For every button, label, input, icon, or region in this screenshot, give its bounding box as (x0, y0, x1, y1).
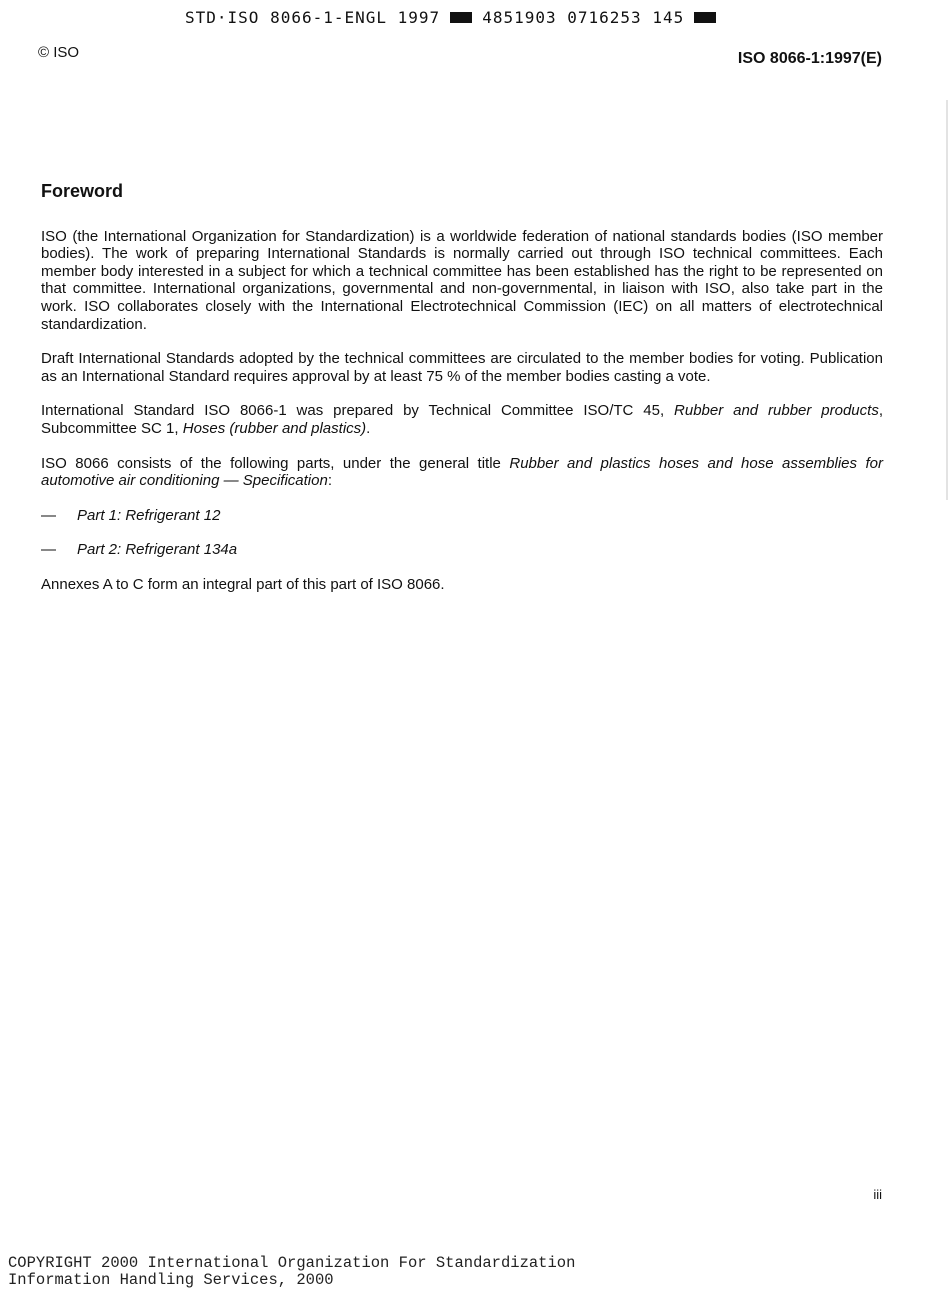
paragraph-annexes: Annexes A to C form an integral part of this part of ISO 8066. (41, 575, 445, 593)
document-reference: ISO 8066-1:1997(E) (737, 50, 882, 67)
footer-line: Information Handling Services, 2000 (8, 1271, 334, 1289)
paragraph-parts: ISO 8066 consists of the following parts, under the general title Rubber and plastics hoses and hose assemblies for automotive air conditioning — Specification: (41, 454, 883, 490)
black-bar-icon (450, 12, 472, 23)
dash-marker: — (41, 506, 56, 524)
black-bar-icon (694, 12, 716, 23)
committee-title: Rubber and rubber products (674, 402, 879, 420)
doc-stamp-id: STD·ISO 8066-1-ENGL 1997 (185, 8, 441, 27)
part-title: Part 1: Refrigerant 12 (77, 506, 221, 524)
list-item (41, 507, 883, 525)
subcommittee-title: Hoses (rubber and plastics) (182, 419, 367, 437)
page-title: Foreword (41, 181, 124, 201)
list-item (41, 541, 883, 559)
scan-edge (946, 100, 948, 500)
copyright-mark: © ISO (38, 44, 80, 61)
document-stamp (185, 8, 716, 27)
stamp-code: 4851903 0716253 145 (482, 8, 685, 27)
paragraph-iso-intro: ISO (the International Organization for Standardization) is a worldwide federation of national standards bodies (ISO member bodies). The work of preparing International Standards is normally carried out through ISO technical committees. Each member body interested in a subject for which a technical committee has been established has the right to be represented on that committee. International organizations, governmental and non-governmental, in liaison with ISO, also take part in the work. ISO collaborates closely with the International Electrotechnical Commission (IEC) on all matters of electrotechnical standardization. (41, 227, 883, 333)
footer-line: COPYRIGHT 2000 International Organization For Standardization (8, 1254, 576, 1272)
dash-marker: — (41, 541, 56, 559)
foreword-section (41, 183, 883, 611)
copyright-footer (8, 1255, 575, 1289)
paragraph-prepared-by: International Standard ISO 8066-1 was prepared by Technical Committee ISO/TC 45, Rubber and rubber products, Subcommittee SC 1, Hoses (rubber and plastics). (41, 402, 883, 437)
paragraph-draft-standards: Draft International Standards adopted by the technical committees are circulated to the member bodies for voting. Publication as an International Standard requires approval by at least 75 % of the member bodies casting a vote. (41, 350, 883, 385)
general-title: Rubber and plastics hoses and hose assemblies for automotive air conditioning — Specification (41, 454, 883, 490)
part-title: Part 2: Refrigerant 134a (77, 541, 238, 559)
page-number: iii (873, 1187, 882, 1202)
